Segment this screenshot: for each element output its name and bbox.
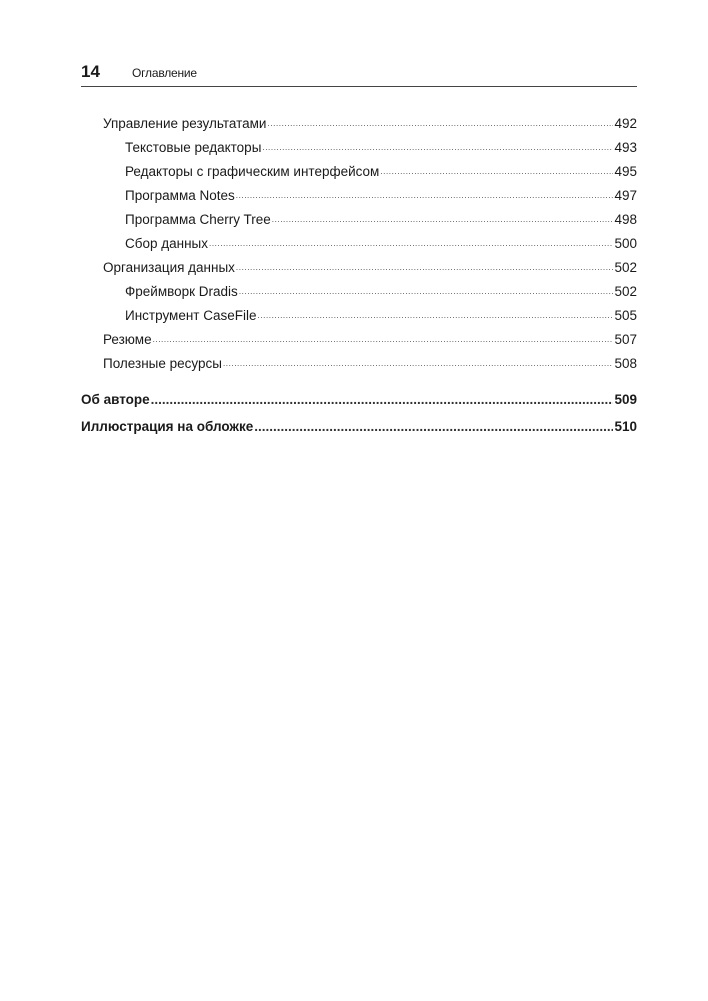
dot-leader — [272, 208, 614, 232]
toc-entry-title: Организация данных — [103, 260, 235, 275]
toc-chapter-entry[interactable] — [81, 386, 637, 413]
page-number: 14 — [81, 62, 100, 81]
toc-entry[interactable] — [81, 256, 637, 280]
toc-entry-title: Резюме — [103, 332, 152, 347]
dot-leader — [267, 112, 613, 136]
dot-leader — [239, 280, 614, 304]
toc-entry-page: 510 — [614, 419, 637, 434]
toc-entry-page: 507 — [614, 332, 637, 347]
toc-entry[interactable] — [81, 304, 637, 328]
toc-entry-title: Инструмент CaseFile — [125, 308, 257, 323]
toc-entry-title: Текстовые редакторы — [125, 140, 262, 155]
toc-entry-page: 500 — [614, 236, 637, 251]
dot-leader — [236, 184, 614, 208]
dot-leader — [262, 136, 613, 160]
toc-entry-page: 502 — [614, 260, 637, 275]
toc-entry-title: Иллюстрация на обложке — [81, 419, 254, 434]
toc-entry[interactable] — [81, 328, 637, 352]
toc-chapter-entry[interactable] — [81, 413, 637, 440]
dot-leader — [209, 232, 613, 256]
toc-entry[interactable] — [81, 112, 637, 136]
dot-leader — [151, 386, 614, 413]
dot-leader — [223, 352, 614, 376]
toc-entry-title: Программа Notes — [125, 188, 235, 203]
section-title: Оглавление — [132, 66, 197, 80]
running-header — [81, 60, 637, 87]
toc-entry-page: 498 — [614, 212, 637, 227]
toc-entry-title: Об авторе — [81, 392, 150, 407]
toc-entry-page: 502 — [614, 284, 637, 299]
toc-entry[interactable] — [81, 208, 637, 232]
toc-entry-page: 492 — [614, 116, 637, 131]
toc-entry-page: 505 — [614, 308, 637, 323]
toc-entry[interactable] — [81, 280, 637, 304]
toc-entry[interactable] — [81, 352, 637, 376]
toc-entry-page: 497 — [614, 188, 637, 203]
dot-leader — [153, 328, 614, 352]
toc-entry-title: Фреймворк Dradis — [125, 284, 238, 299]
toc-entry-page: 495 — [614, 164, 637, 179]
toc-entry[interactable] — [81, 136, 637, 160]
toc-entry-page: 493 — [614, 140, 637, 155]
dot-leader — [236, 256, 614, 280]
dot-leader — [254, 413, 613, 440]
toc-entry[interactable] — [81, 232, 637, 256]
toc-entry-page: 509 — [614, 392, 637, 407]
toc-entry-title: Программа Cherry Tree — [125, 212, 271, 227]
dot-leader — [380, 160, 613, 184]
table-of-contents — [81, 112, 637, 440]
toc-entry-page: 508 — [614, 356, 637, 371]
toc-entry-title: Полезные ресурсы — [103, 356, 222, 371]
toc-entry-title: Сбор данных — [125, 236, 208, 251]
toc-entry-title: Редакторы с графическим интерфейсом — [125, 164, 380, 179]
toc-entry[interactable] — [81, 184, 637, 208]
dot-leader — [258, 304, 614, 328]
toc-entry[interactable] — [81, 160, 637, 184]
toc-entry-title: Управление результатами — [103, 116, 267, 131]
